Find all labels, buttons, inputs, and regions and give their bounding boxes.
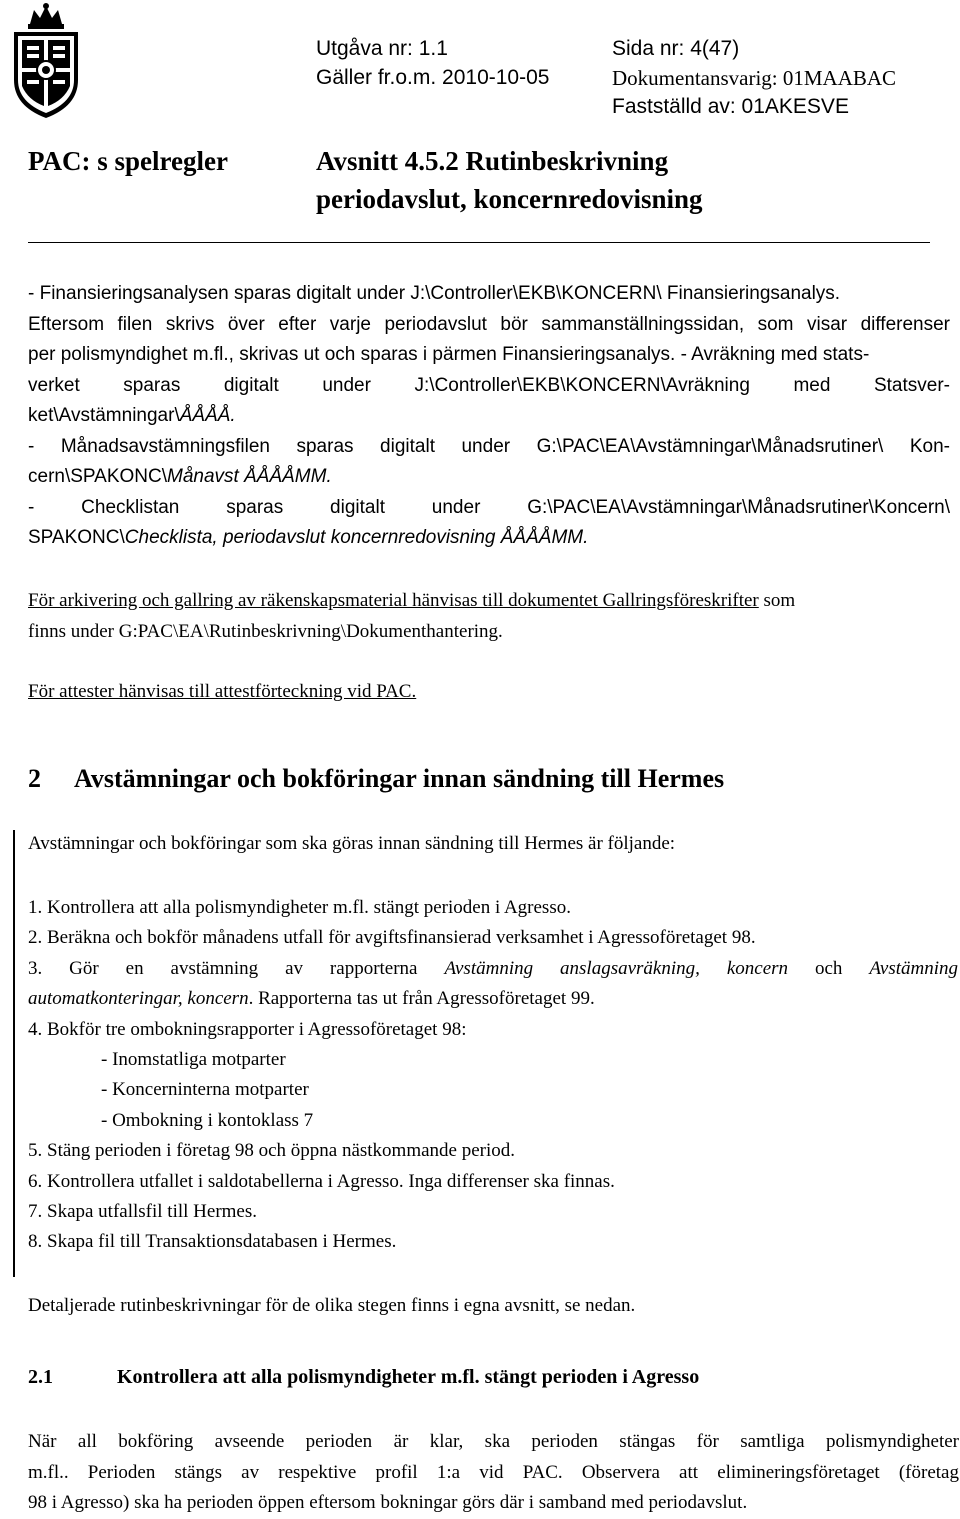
list-item: 6. Kontrollera utfallet i saldotabellerna i Agresso. Inga differenser ska finnas. [28, 1170, 615, 1192]
header-page-number: Sida nr: 4(47) [612, 37, 740, 60]
section-2-1-number: 2.1 [28, 1366, 53, 1388]
section-2-detail: Detaljerade rutinbeskrivningar för de olika stegen finns i egna avsnitt, se nedan. [28, 1295, 636, 1316]
section-2-1-title: Kontrollera att alla polismyndigheter m.fl. stängt perioden i Agresso [117, 1366, 700, 1388]
step-text: 3. Gör en avstämning av rapporterna [28, 957, 445, 979]
intro-line [28, 523, 950, 554]
path-italic: ÅÅÅÅ. [179, 405, 236, 426]
list-item: 4. Bokför tre ombokningsrapporter i Agressoföretaget 98: [28, 1018, 467, 1040]
paragraph-line: 98 i Agresso) ska ha perioden öppen eftersom bokningar görs där i samband med periodavslut. [28, 1492, 748, 1513]
path-italic: Checklista, periodavslut koncernredovisning ÅÅÅÅMM. [124, 527, 589, 548]
archiving-link[interactable]: För arkivering och gallring av räkenskapsmaterial hänvisas till dokumentet Gallringsföreskrifter [28, 590, 759, 611]
path-text: SPAKONC\ [28, 527, 125, 548]
step-text: . Rapporterna tas ut från Agressoföretaget 99. [248, 988, 595, 1010]
list-item: 2. Beräkna och bokför månadens utfall för avgiftsfinansierad verksamhet i Agressoföretaget 98. [28, 927, 756, 949]
intro-line: - Månadsavstämningsfilen sparas digitalt under G:\PAC\EA\Avstämningar\Månadsrutiner\ Kon- [28, 435, 950, 457]
header-approved-by: Fastställd av: 01AKESVE [612, 95, 849, 118]
archiving-line [28, 586, 960, 617]
list-item: 5. Stäng perioden i företag 98 och öppna nästkommande period. [28, 1140, 516, 1162]
list-item: 7. Skapa utfallsfil till Hermes. [28, 1201, 258, 1223]
list-item: 1. Kontrollera att alla polismyndigheter m.fl. stängt perioden i Agresso. [28, 897, 571, 918]
archiving-text: som [758, 590, 796, 611]
revision-bar [13, 830, 15, 1277]
sub-list-item: - Ombokning i kontoklass 7 [101, 1109, 314, 1131]
header-document-title: PAC: s spelregler [28, 146, 228, 176]
path-italic: Månavst ÅÅÅÅMM. [167, 466, 332, 487]
list-item [28, 984, 960, 1014]
section-2-intro: Avstämningar och bokföringar som ska göras innan sändning till Hermes är följande: [28, 833, 676, 854]
intro-paragraph [28, 279, 950, 554]
section-2-title: Avstämningar och bokföringar innan sändning till Hermes [74, 764, 725, 793]
intro-line: Eftersom filen skrivs över efter varje periodavslut bör sammanställningssidan, som visar differenser [28, 313, 950, 335]
intro-line: - Finansieringsanalysen sparas digitalt under J:\Controller\EKB\KONCERN\ Finansieringsanalys. [28, 283, 841, 304]
paragraph-line: När all bokföring avseende perioden är klar, ska perioden stängas för samtliga polismyndigheter [28, 1431, 959, 1452]
intro-line: verket sparas digitalt under J:\Controller\EKB\KONCERN\Avräkning med Statsver- [28, 374, 950, 396]
header-section-title-line2: periodavslut, koncernredovisning [316, 184, 703, 214]
path-text: cern\SPAKONC\ [28, 466, 168, 487]
header-section-title-line1: Avsnitt 4.5.2 Rutinbeskrivning [316, 146, 669, 176]
header-valid-from: Gäller fr.o.m. 2010-10-05 [316, 66, 550, 89]
list-item: 8. Skapa fil till Transaktionsdatabasen i Hermes. [28, 1231, 397, 1253]
attest-link[interactable]: För attester hänvisas till attestförteckning vid PAC. [28, 681, 417, 702]
sub-list-item: - Inomstatliga motparter [101, 1049, 286, 1071]
report-name: Avstämning anslagsavräkning, koncern [444, 957, 789, 979]
intro-line [28, 401, 950, 432]
archiving-line: finns under G:PAC\EA\Rutinbeskrivning\Dokumenthantering. [28, 620, 503, 642]
polisen-crest-logo [4, 2, 88, 120]
step-text: och [788, 957, 870, 979]
path-text: ket\Avstämningar\ [28, 405, 180, 426]
section-2-1-paragraph [28, 1427, 959, 1519]
intro-line: - Checklistan sparas digitalt under G:\PAC\EA\Avstämningar\Månadsrutiner\Koncern\ [28, 496, 950, 518]
header-divider [28, 242, 930, 243]
intro-line: per polismyndighet m.fl., skrivas ut och sparas i pärmen Finansieringsanalys. - Avräkning med stats- [28, 344, 870, 365]
header-edition: Utgåva nr: 1.1 [316, 37, 448, 60]
section-2-number: 2 [28, 764, 41, 793]
archiving-paragraph [28, 586, 960, 647]
steps-list [28, 893, 960, 1258]
intro-line [28, 462, 950, 493]
header-document-owner: Dokumentansvarig: 01MAABAC [612, 66, 897, 90]
report-name: automatkonteringar, koncern [28, 988, 249, 1010]
list-item [28, 954, 958, 984]
sub-list-item: - Koncerninterna motparter [101, 1079, 309, 1101]
paragraph-line: m.fl.. Perioden stängs av respektive profil 1:a vid PAC. Observera att elimineringsföretaget (företag [28, 1461, 959, 1483]
report-name: Avstämning [869, 957, 959, 979]
